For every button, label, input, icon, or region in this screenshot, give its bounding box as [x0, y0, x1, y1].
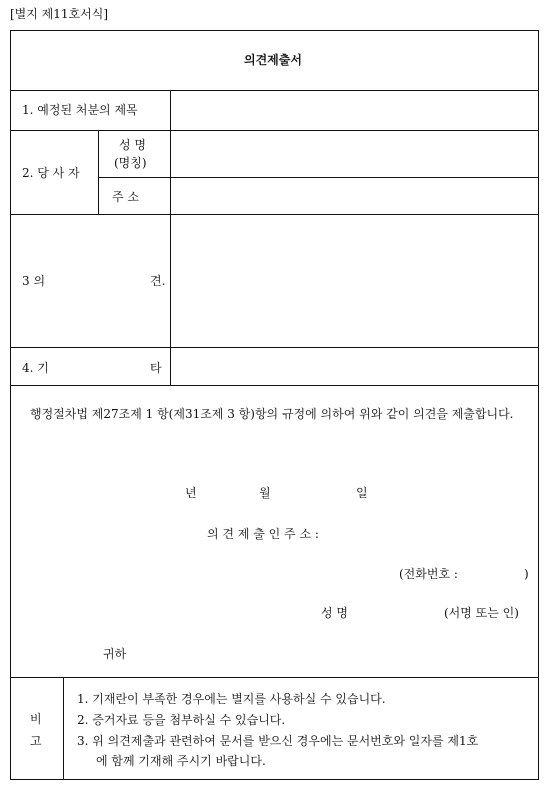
divider — [98, 177, 539, 178]
remarks-item: 2. 증거자료 등을 첨부하실 수 있습니다. — [77, 713, 286, 727]
remarks-item: 1. 기재란이 부족한 경우에는 별지를 사용하실 수 있습니다. — [77, 692, 386, 706]
remarks-item: 에 함께 기재해 주시기 바랍니다. — [96, 754, 266, 768]
remarks-label-bottom: 고 — [30, 734, 42, 748]
row-label-opinion-start: 3 의 — [22, 274, 46, 288]
date-month-label: 월 — [259, 486, 271, 500]
divider — [10, 347, 539, 348]
row-label-other-end: 타 — [150, 361, 162, 375]
column-divider — [170, 90, 171, 385]
column-divider — [98, 130, 99, 214]
party-address-field[interactable] — [180, 183, 530, 209]
date-year-label: 년 — [185, 486, 197, 500]
divider — [10, 214, 539, 215]
row-label-title: 1. 예정된 처분의 제목 — [22, 103, 138, 117]
party-address-label: 주 소 — [112, 190, 139, 204]
signature-note: (서명 또는 인) — [444, 606, 519, 620]
remarks-item: 3. 위 의견제출과 관련하여 문서를 받으신 경우에는 문서번호와 일자를 제1호 — [77, 734, 479, 748]
form-number: [별지 제11호서식] — [10, 7, 108, 21]
divider — [10, 385, 539, 386]
divider — [10, 677, 539, 678]
remarks-label-top: 비 — [30, 712, 42, 726]
divider — [10, 90, 539, 91]
row-label-party: 2. 당 사 자 — [22, 166, 80, 180]
row-label-opinion-end: 견. — [150, 274, 166, 288]
other-field[interactable] — [180, 353, 530, 379]
phone-close: ) — [524, 567, 529, 581]
party-name-field[interactable] — [180, 140, 530, 170]
party-name-label: 성 명 — [119, 138, 146, 152]
row-label-other-start: 4. 기 — [22, 361, 49, 375]
submitter-address-label: 의 견 제 출 인 주 소 : — [207, 527, 319, 541]
addressee-label: 귀하 — [103, 647, 127, 661]
party-name-sub-label: (명칭) — [114, 156, 147, 170]
opinion-field[interactable] — [180, 222, 530, 340]
signature-name-label: 성 명 — [321, 606, 348, 620]
phone-label: (전화번호 : — [399, 567, 458, 581]
statement-text: 행정절차법 제27조제 1 항(제31조제 3 항)항의 규정에 의하여 위와 같이 의견을 제출합니다. — [30, 407, 514, 421]
date-day-label: 일 — [356, 486, 368, 500]
divider — [10, 130, 539, 131]
form-title: 의견제출서 — [244, 53, 302, 67]
column-divider — [63, 677, 64, 780]
disposal-title-field[interactable] — [180, 100, 530, 122]
